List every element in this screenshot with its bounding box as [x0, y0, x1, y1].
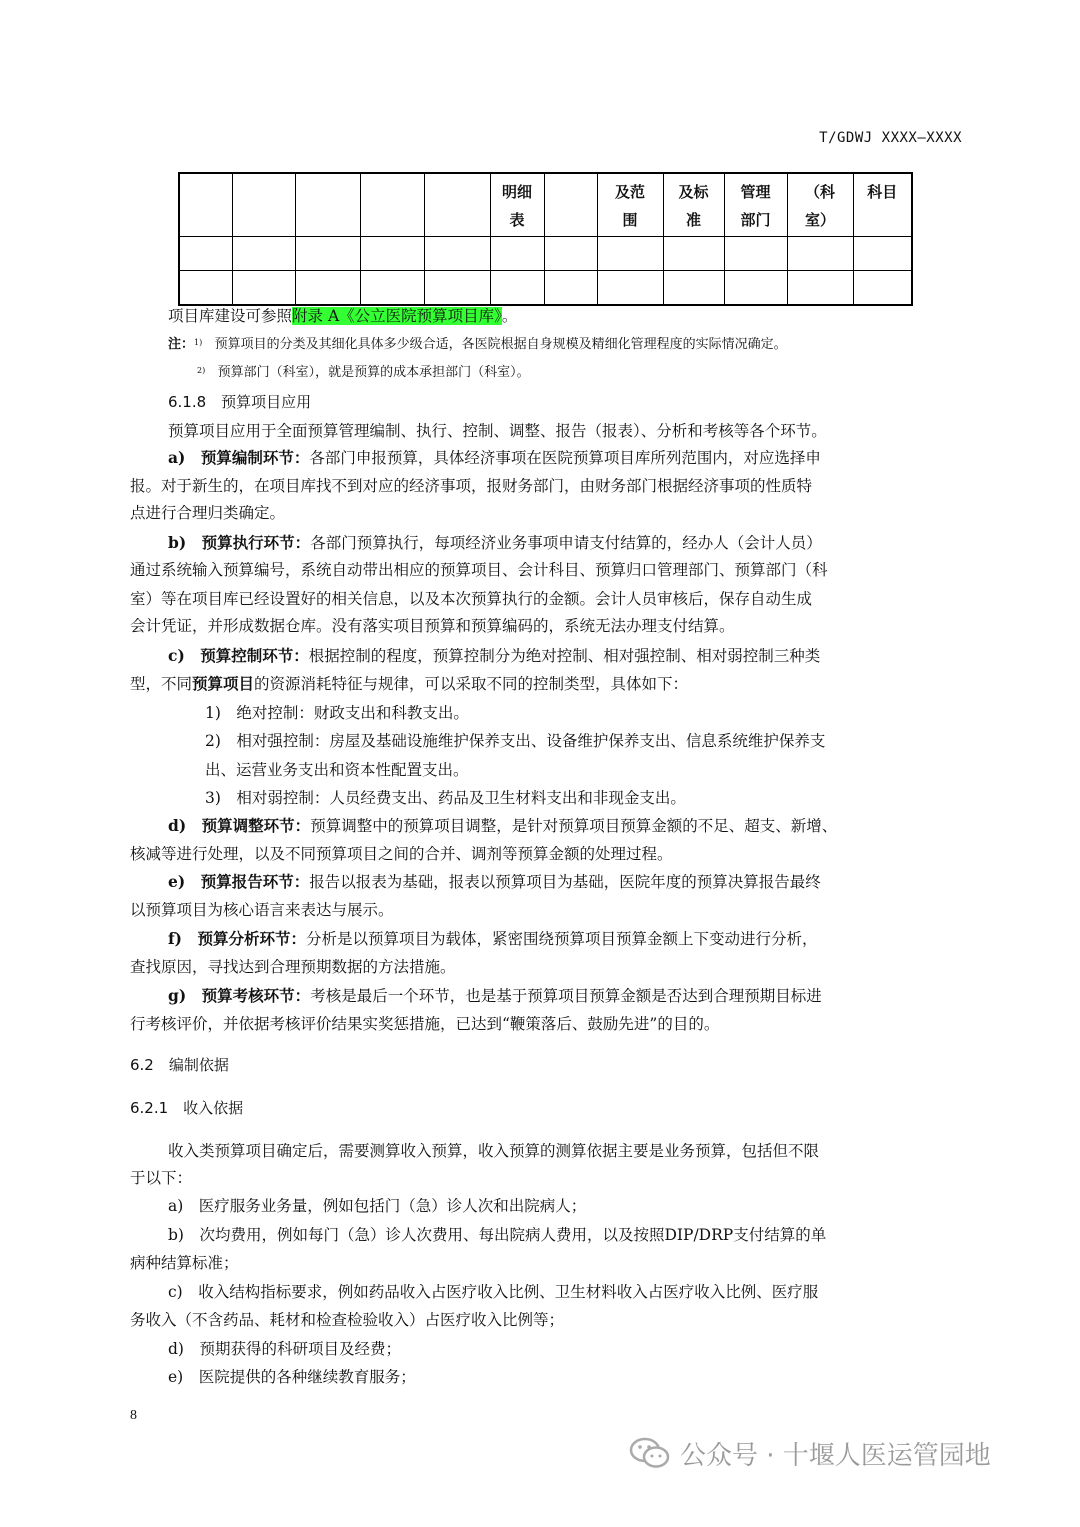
table-cell — [424, 173, 490, 237]
item-e-line: 以预算项目为核心语言来表达与展示。 — [130, 901, 394, 919]
watermark — [628, 1433, 991, 1473]
item-a: a) 预算编制环节：各部门申报预算，具体经济事项在医院预算项目库所列范围内，对应选择申 — [168, 448, 821, 467]
control-type-2: 2) 相对强控制：房屋及基础设施维护保养支出、设备维护保养支出、信息系统维护保养支 — [205, 732, 826, 750]
item-d-line: 核减等进行处理，以及不同预算项目之间的合并、调剂等预算金额的处理过程。 — [130, 845, 673, 863]
paragraph: 预算项目应用于全面预算管理编制、执行、控制、调整、报告（报表）、分析和考核等各个环节。 — [168, 422, 827, 440]
item-e: e) 预算报告环节：报告以报表为基础，报表以预算项目为基础，医院年度的预算决算报告最终 — [168, 872, 821, 891]
control-type-3: 3) 相对弱控制：人员经费支出、药品及卫生材料支出和非现金支出。 — [205, 789, 686, 807]
income-item-c: c) 收入结构指标要求，例如药品收入占医疗收入比例、卫生材料收入占医疗收入比例、医疗服 — [168, 1283, 819, 1301]
table-cell — [295, 173, 360, 237]
table-row — [179, 271, 912, 306]
wechat-icon — [628, 1435, 672, 1471]
control-type-2-line: 出、运营业务支出和资本性配置支出。 — [205, 761, 469, 779]
paragraph-line: 于以下： — [130, 1169, 193, 1187]
table-cell: 管理 部门 — [724, 173, 787, 237]
note-1: 注：$^{1)}$ 预算项目的分类及其细化具体多少级合适，各医院根据自身规模及精细化管理程度的实际情况确定。 — [168, 337, 787, 352]
section-6-1-8-heading: 6.1.8 预算项目应用 — [168, 393, 312, 411]
table-header-row — [179, 173, 912, 237]
item-c-line: 型，不同预算项目的资源消耗特征与规律，可以采取不同的控制类型，具体如下： — [130, 674, 689, 693]
document-code: T/GDWJ XXXX—XXXX — [819, 130, 962, 146]
table-cell — [360, 173, 424, 237]
paragraph: 收入类预算项目确定后，需要测算收入预算，收入预算的测算依据主要是业务预算，包括但不限 — [168, 1142, 820, 1160]
item-d: d) 预算调整环节：预算调整中的预算项目调整，是针对预算项目预算金额的不足、超支、新增、 — [168, 816, 838, 835]
section-6-2-heading: 6.2 编制依据 — [130, 1056, 229, 1074]
income-item-e: e) 医院提供的各种继续教育服务； — [168, 1368, 416, 1386]
table-cell — [179, 173, 232, 237]
intro-line: 项目库建设可参照附录 A《公立医院预算项目库》。 — [168, 307, 518, 325]
table-cell: 科目 — [853, 173, 912, 237]
table-cell — [544, 173, 597, 237]
appendix-link[interactable]: 附录 A《公立医院预算项目库》 — [292, 307, 502, 325]
income-item-a: a) 医疗服务业务量，例如包括门（急）诊人次和出院病人； — [168, 1197, 587, 1215]
note-2: $^{2)}$ 预算部门（科室），就是预算的成本承担部门（科室）。 — [197, 365, 530, 380]
item-a-line: 点进行合理归类确定。 — [130, 504, 286, 522]
item-b-line: 通过系统输入预算编号，系统自动带出相应的预算项目、会计科目、预算归口管理部门、预算部门（科 — [130, 561, 828, 579]
table-cell: 及范 围 — [597, 173, 663, 237]
control-type-1: 1) 绝对控制：财政支出和科教支出。 — [205, 704, 469, 722]
income-item-b: b) 次均费用，例如每门（急）诊人次费用、每出院病人费用，以及按照DIP/DRP支付结算的单 — [168, 1226, 827, 1244]
page-number: 8 — [130, 1408, 137, 1423]
table-cell: （科 室） — [787, 173, 853, 237]
table-cell — [232, 173, 295, 237]
item-b-line: 室）等在项目库已经设置好的相关信息，以及本次预算执行的金额。会计人员审核后，保存自动生成 — [130, 590, 813, 608]
table-row — [179, 237, 912, 271]
budget-project-table — [178, 172, 913, 306]
income-item-c-line: 务收入（不含药品、耗材和检查检验收入）占医疗收入比例等； — [130, 1311, 565, 1329]
item-g-line: 行考核评价，并依据考核评价结果实奖惩措施，已达到“鞭策落后、鼓励先进”的目的。 — [130, 1015, 720, 1033]
item-f-line: 查找原因，寻找达到合理预期数据的方法措施。 — [130, 958, 456, 976]
item-b: b) 预算执行环节：各部门预算执行，每项经济业务事项申请支付结算的，经办人（会计人员） — [168, 533, 822, 552]
section-6-2-1-heading: 6.2.1 收入依据 — [130, 1099, 244, 1117]
watermark-text: 公众号 · 十堰人医运管园地 — [680, 1440, 991, 1471]
income-item-d: d) 预期获得的科研项目及经费； — [168, 1340, 401, 1358]
item-f: f) 预算分析环节：分析是以预算项目为载体，紧密围绕预算项目预算金额上下变动进行分析， — [168, 929, 818, 948]
income-item-b-line: 病种结算标准； — [130, 1254, 239, 1272]
table-cell: 及标 准 — [663, 173, 724, 237]
item-a-line: 报。对于新生的，在项目库找不到对应的经济事项，报财务部门，由财务部门根据经济事项的性质特 — [130, 477, 813, 495]
item-g: g) 预算考核环节：考核是最后一个环节，也是基于预算项目预算金额是否达到合理预期目标进 — [168, 986, 822, 1005]
item-b-line: 会计凭证，并形成数据仓库。没有落实项目预算和预算编码的，系统无法办理支付结算。 — [130, 617, 735, 635]
table-cell: 明细 表 — [490, 173, 544, 237]
item-c: c) 预算控制环节：根据控制的程度，预算控制分为绝对控制、相对强控制、相对弱控制三种类 — [168, 646, 821, 665]
